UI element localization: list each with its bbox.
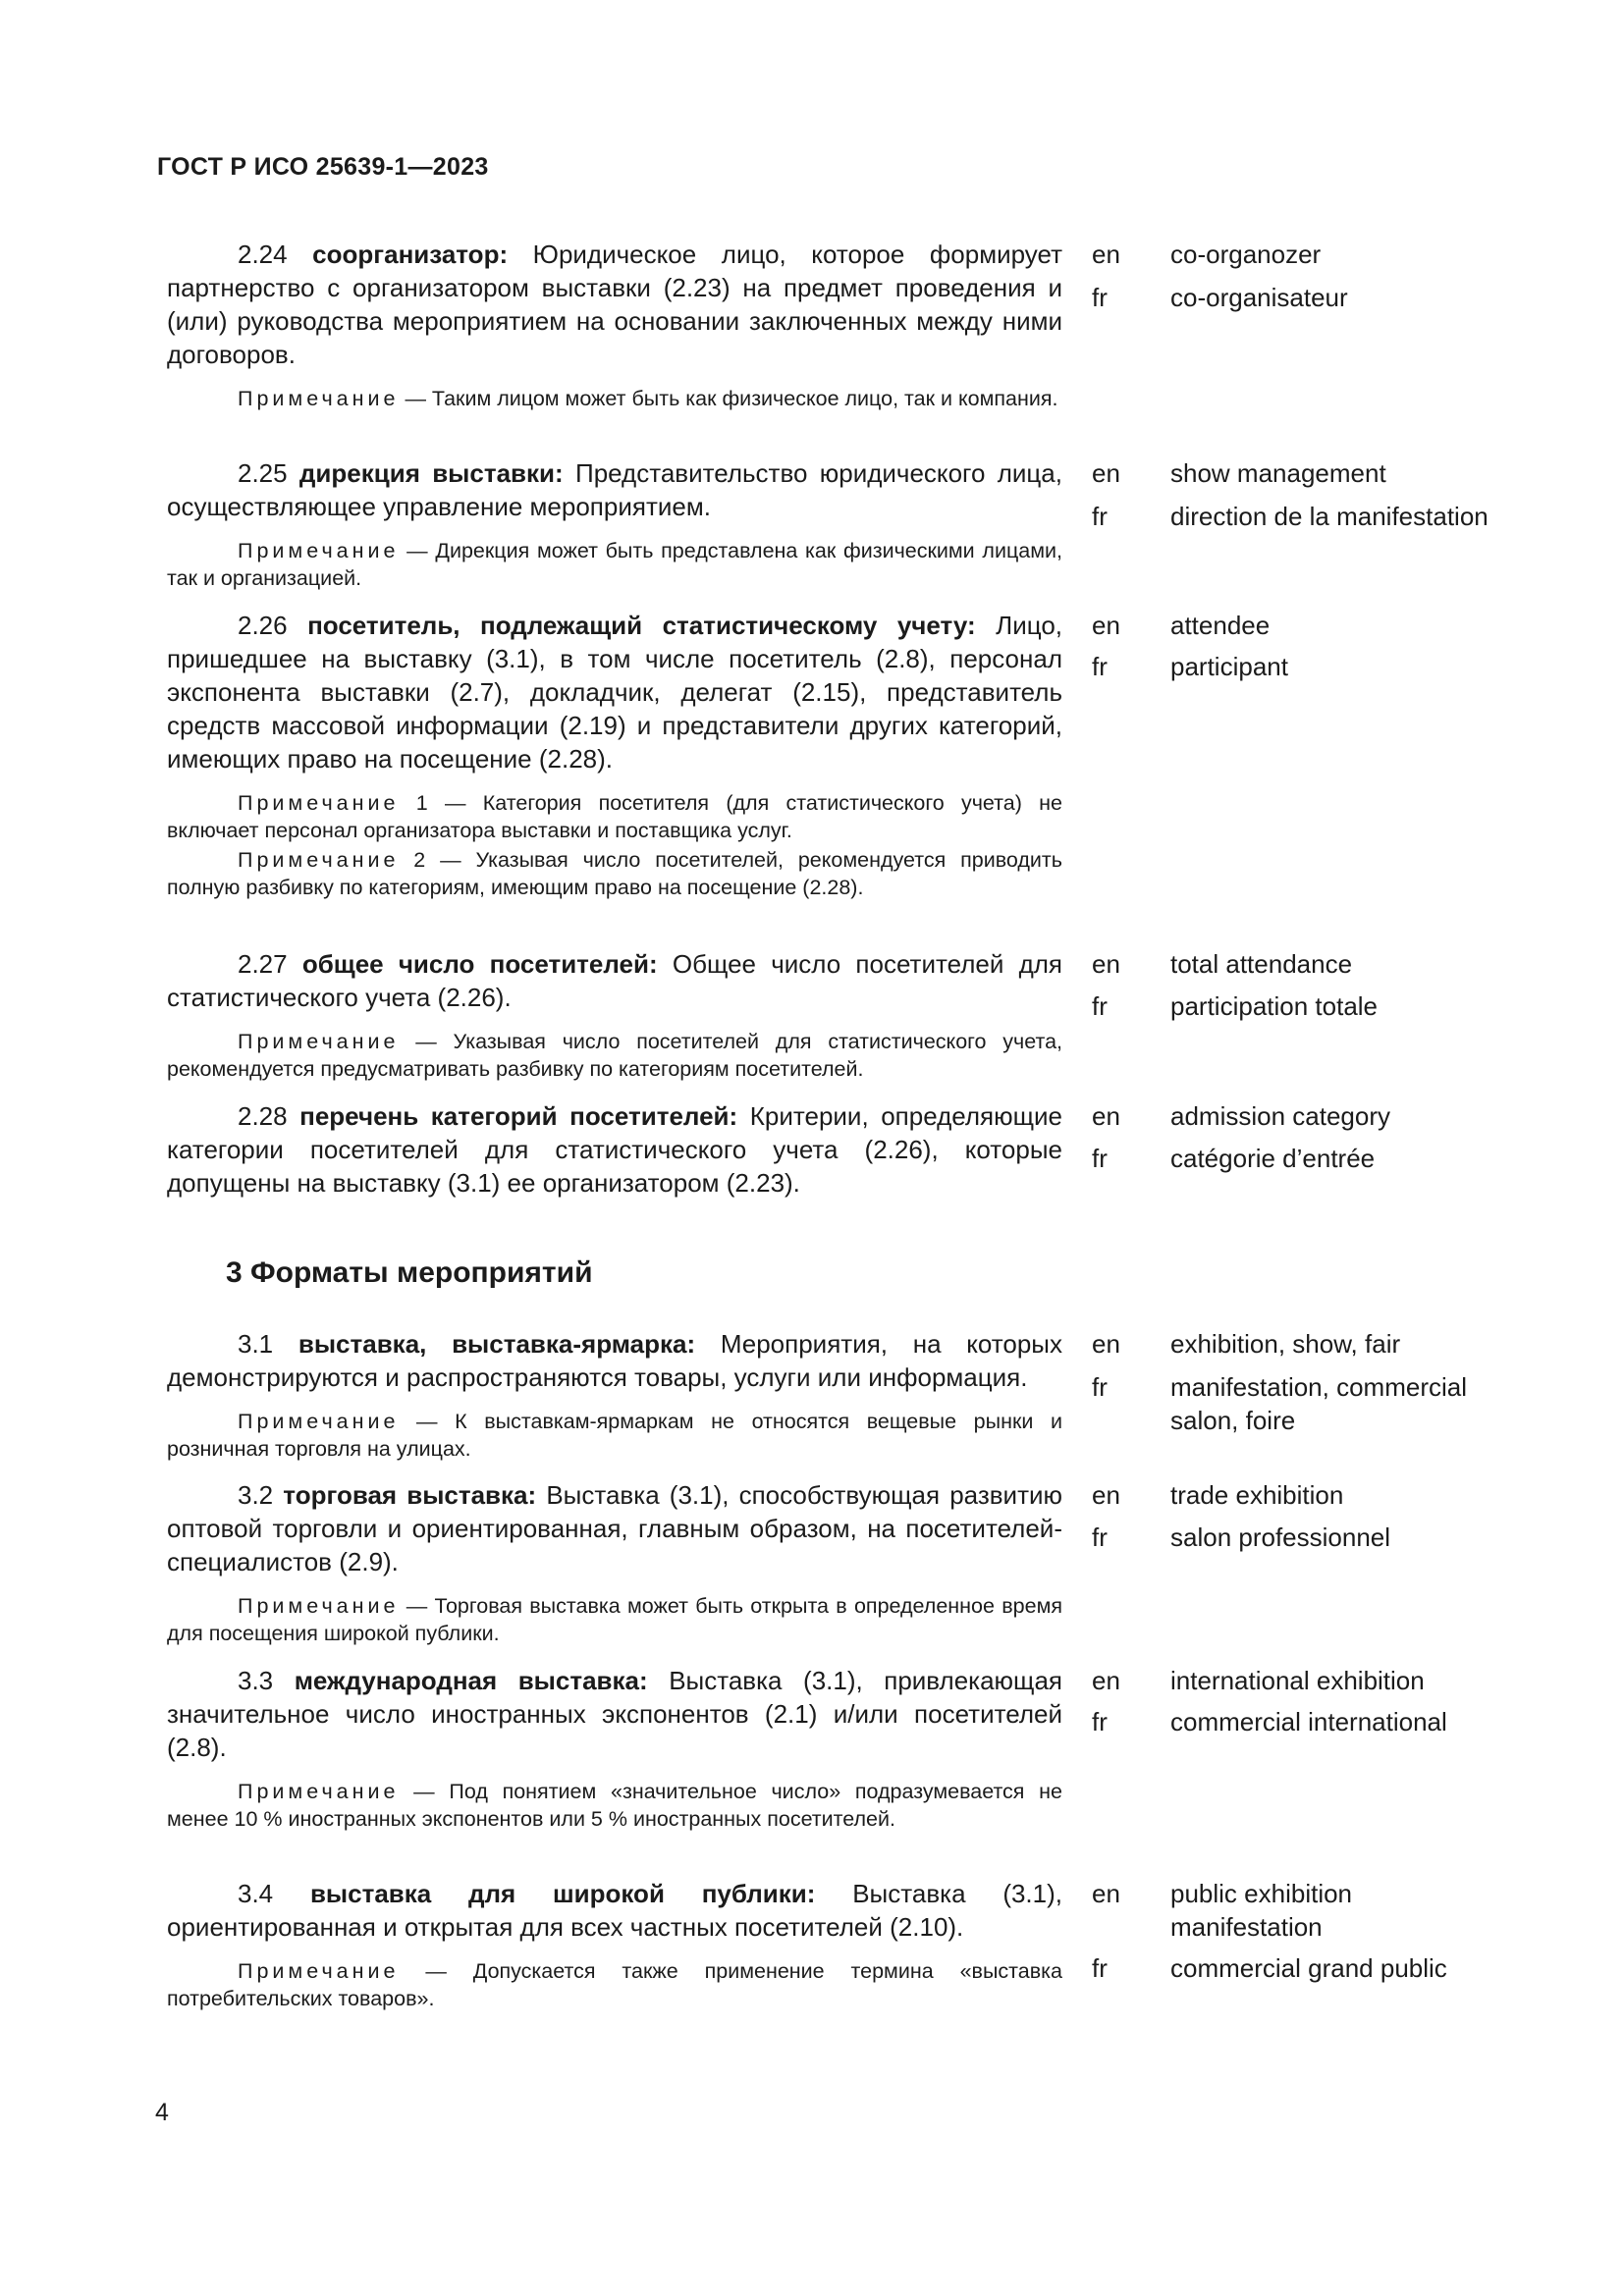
entry-number: 2.28: [238, 1101, 288, 1131]
entry-body: [167, 1478, 1062, 1647]
document-header: ГОСТ Р ИСО 25639-1—2023: [157, 153, 489, 181]
lang-term-fr: co-organisateur: [1170, 283, 1348, 312]
page-number: 4: [155, 2099, 169, 2126]
entry-body: [167, 1877, 1062, 2012]
note-text: — Торговая выставка может быть открыта в определенное время для посещения широкой публики.: [167, 1594, 1062, 1645]
note-label: Примечание: [238, 1959, 400, 1983]
note: [167, 1957, 1062, 2012]
entry-number: 3.1: [238, 1329, 274, 1359]
definition-text: Критерии, определяющие категории посетителей для статистического учета (2.26), которые допущены на выставку (3.1) ее организатором (2.23).: [167, 1101, 1062, 1198]
definition-text: Мероприятия, на которых демонстрируются и распространяются товары, услуги или информация.: [167, 1329, 1062, 1392]
definition-text: Выставка (3.1), привлекающая значительное число иностранных экспонентов (2.1) и/или посетителей (2.8).: [167, 1666, 1062, 1762]
term-name: перечень категорий посетителей:: [299, 1101, 738, 1131]
lang-term-en: admission category: [1170, 1101, 1390, 1131]
lang-code-en: en: [1092, 240, 1120, 269]
term-name: посетитель, подлежащий статистическому учету:: [307, 611, 976, 640]
lang-code-en: en: [1092, 1480, 1120, 1510]
lang-code-fr: fr: [1092, 652, 1108, 681]
entry-body: [167, 456, 1062, 592]
definition-text: Представительство юридического лица, осуществляющее управление мероприятием.: [167, 458, 1062, 521]
entry-number: 3.3: [238, 1666, 274, 1695]
definition: [167, 1664, 1062, 1764]
note-label: Примечание: [238, 1030, 400, 1053]
note: [167, 537, 1062, 592]
definition-text: Лицо, пришедшее на выставку (3.1), в том числе посетитель (2.8), персонал экспонента выставки (2.7), докладчик, делегат (2.15), представитель средств массовой информации (2.19) и представители других категорий, имеющих право на посещение (2.28).: [167, 611, 1063, 774]
lang-term-fr: catégorie d’entrée: [1170, 1144, 1376, 1173]
term-name: общее число посетителей:: [301, 949, 658, 979]
lang-term-fr: commercial international: [1170, 1707, 1447, 1736]
note-text: — К выставкам-ярмаркам не относятся вещевые рынки и розничная торговля на улицах.: [167, 1410, 1062, 1461]
lang-term-en: trade exhibition: [1170, 1480, 1344, 1510]
lang-code-en: en: [1092, 1879, 1120, 1908]
definition: [167, 609, 1062, 775]
lang-term-fr: direction de la manifestation: [1170, 502, 1489, 531]
note-label: Примечание: [238, 791, 400, 815]
lang-term-fr: commercial grand public: [1170, 1953, 1447, 1983]
lang-code-fr: fr: [1092, 283, 1108, 312]
note-label: Примечание: [238, 1780, 400, 1803]
lang-term-en: public exhibition manifestation: [1170, 1879, 1353, 1942]
entry-number: 2.27: [238, 949, 288, 979]
note-text: — Указывая число посетителей для статистического учета, рекомендуется предусматривать разбивку по категориям посетителей.: [167, 1030, 1062, 1081]
term-name: международная выставка:: [294, 1666, 648, 1695]
lang-term-en: co-organozer: [1170, 240, 1322, 269]
entry-body: [167, 609, 1062, 901]
definition: [167, 238, 1062, 371]
lang-code-fr: fr: [1092, 502, 1108, 531]
lang-code-en: en: [1092, 1329, 1120, 1359]
lang-term-fr: manifestation, commercial salon, foire: [1170, 1372, 1467, 1435]
entry-body: [167, 1099, 1062, 1200]
entry-body: [167, 1664, 1062, 1833]
lang-term-en: total attendance: [1170, 949, 1353, 979]
definition-text: Юридическое лицо, которое формирует партнерство с организатором выставки (2.23) на предмет проведения и (или) руководства мероприятием на основании заключенных между ними договоров.: [167, 240, 1062, 369]
note-text: — Допускается также применение термина «выставка потребительских товаров».: [167, 1959, 1062, 2010]
lang-code-fr: fr: [1092, 1144, 1108, 1173]
note-label: Примечание: [238, 1410, 400, 1433]
lang-code-fr: fr: [1092, 1953, 1108, 1983]
note: [167, 385, 1062, 412]
term-name: выставка для широкой публики:: [309, 1879, 816, 1908]
note-text: — Таким лицом может быть как физическое лицо, так и компания.: [405, 387, 1058, 410]
note-label: Примечание: [238, 539, 400, 562]
note-text: 1 — Категория посетителя (для статистического учета) не включает персонал организатора выставки и поставщика услуг.: [167, 791, 1062, 842]
lang-code-fr: fr: [1092, 991, 1108, 1021]
definition-text: Выставка (3.1), ориентированная и открытая для всех частных посетителей (2.10).: [167, 1879, 1062, 1942]
entry-number: 2.24: [238, 240, 288, 269]
lang-term-en: international exhibition: [1170, 1666, 1425, 1695]
term-name: дирекция выставки:: [298, 458, 564, 488]
definition: [167, 1099, 1062, 1200]
lang-term-fr: participation totale: [1170, 991, 1379, 1021]
term-name: выставка, выставка-ярмарка:: [298, 1329, 696, 1359]
note-label: Примечание: [238, 387, 400, 410]
note: [167, 1778, 1062, 1833]
entry-body: [167, 947, 1062, 1083]
lang-term-fr: salon professionnel: [1170, 1522, 1391, 1552]
definition: [167, 456, 1062, 523]
lang-code-en: en: [1092, 949, 1120, 979]
entry-number: 2.26: [238, 611, 288, 640]
lang-code-fr: fr: [1092, 1522, 1108, 1552]
lang-code-fr: fr: [1092, 1372, 1108, 1402]
lang-term-fr: participant: [1170, 652, 1288, 681]
note: [167, 1592, 1062, 1647]
definition: [167, 1478, 1062, 1578]
definition: [167, 1877, 1062, 1944]
entry-number: 3.4: [238, 1879, 274, 1908]
lang-term-en: show management: [1170, 458, 1386, 488]
term-name: торговая выставка:: [283, 1480, 537, 1510]
note-text: — Под понятием «значительное число» подразумевается не менее 10 % иностранных экспонентов или 5 % иностранных посетителей.: [167, 1780, 1062, 1831]
term-name: соорганизатор:: [312, 240, 509, 269]
definition: [167, 947, 1062, 1014]
definition-text: Выставка (3.1), способствующая развитию оптовой торговли и ориентированная, главным образом, на посетителей-специалистов (2.9).: [167, 1480, 1063, 1576]
entry-number: 3.2: [238, 1480, 274, 1510]
note-text: — Дирекция может быть представлена как физическими лицами, так и организацией.: [167, 539, 1062, 590]
definition: [167, 1327, 1062, 1394]
entry-body: [167, 1327, 1062, 1463]
lang-term-en: attendee: [1170, 611, 1271, 640]
note-text: 2 — Указывая число посетителей, рекомендуется приводить полную разбивку по категориям, имеющим право на посещение (2.28).: [167, 848, 1062, 899]
lang-code-fr: fr: [1092, 1707, 1108, 1736]
note: [167, 846, 1062, 901]
note-label: Примечание: [238, 1594, 400, 1618]
lang-code-en: en: [1092, 1101, 1120, 1131]
entry-number: 2.25: [238, 458, 288, 488]
lang-code-en: en: [1092, 1666, 1120, 1695]
entry-body: [167, 238, 1062, 412]
section-heading: 3 Форматы мероприятий: [226, 1256, 593, 1289]
definition-text: Общее число посетителей для статистического учета (2.26).: [167, 949, 1062, 1012]
note: [167, 1408, 1062, 1463]
lang-code-en: en: [1092, 611, 1120, 640]
note: [167, 789, 1062, 844]
note-label: Примечание: [238, 848, 400, 872]
lang-term-en: exhibition, show, fair: [1170, 1329, 1401, 1359]
note: [167, 1028, 1062, 1083]
lang-code-en: en: [1092, 458, 1120, 488]
